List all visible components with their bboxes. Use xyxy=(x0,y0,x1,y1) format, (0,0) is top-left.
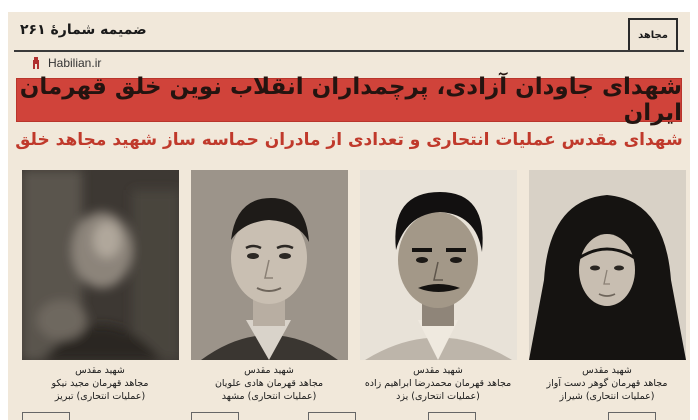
caption-1-name: مجاهد قهرمان مجید نیکو xyxy=(51,378,149,389)
caption-3-place: (عملیات انتحاری) یزد xyxy=(396,391,480,402)
publication-logo xyxy=(628,18,678,52)
caption-1-title: شهید مقدس xyxy=(75,365,125,376)
portrait-photo-1 xyxy=(22,170,179,360)
caption-1 xyxy=(15,364,185,403)
watermark xyxy=(30,56,101,70)
watermark-text: Habilian.ir xyxy=(48,56,102,70)
logo-text: مجاهد xyxy=(638,29,668,41)
caption-3-name: مجاهد قهرمان محمدرضا ابراهیم زاده xyxy=(364,378,512,389)
masthead-rule xyxy=(14,50,684,52)
portrait-photo-2 xyxy=(191,170,348,360)
sub-headline: شهدای مقدس عملیات انتحاری و تعدادی از مادران حماسه ساز شهید مجاهد خلق xyxy=(15,130,683,150)
photo-edge-4 xyxy=(428,412,476,420)
headline-banner xyxy=(16,74,682,126)
caption-2-place: (عملیات انتحاری) مشهد xyxy=(221,391,317,402)
next-row-photo-edges xyxy=(8,412,690,420)
caption-1-place: (عملیات انتحاری) تبریز xyxy=(54,391,146,402)
caption-4 xyxy=(522,364,690,403)
caption-4-name: مجاهد قهرمان گوهر دست آواز xyxy=(546,378,668,389)
portrait-photo-3 xyxy=(360,170,517,360)
portrait-photo-4 xyxy=(529,170,686,360)
photo-edge-5 xyxy=(608,412,656,420)
photo-edge-1 xyxy=(22,412,70,420)
caption-2 xyxy=(184,364,354,403)
photo-edge-2 xyxy=(191,412,239,420)
caption-4-title: شهید مقدس xyxy=(582,365,632,376)
supplement-number: ضمیمه شمارهٔ ۲۶۱ xyxy=(20,22,147,38)
photo-edge-3 xyxy=(308,412,356,420)
headline-title: شهدای جاودان آزادی، پرچمداران انقلاب نوین خلق قهرمان ایران xyxy=(19,74,682,126)
caption-2-name: مجاهد قهرمان هادی علویان xyxy=(214,378,324,389)
caption-3-title: شهید مقدس xyxy=(413,365,463,376)
caption-3 xyxy=(353,364,523,403)
caption-4-place: (عملیات انتحاری) شیراز xyxy=(559,391,655,402)
caption-2-title: شهید مقدس xyxy=(244,365,294,376)
newspaper-page xyxy=(8,12,690,420)
tower-icon xyxy=(30,56,42,70)
